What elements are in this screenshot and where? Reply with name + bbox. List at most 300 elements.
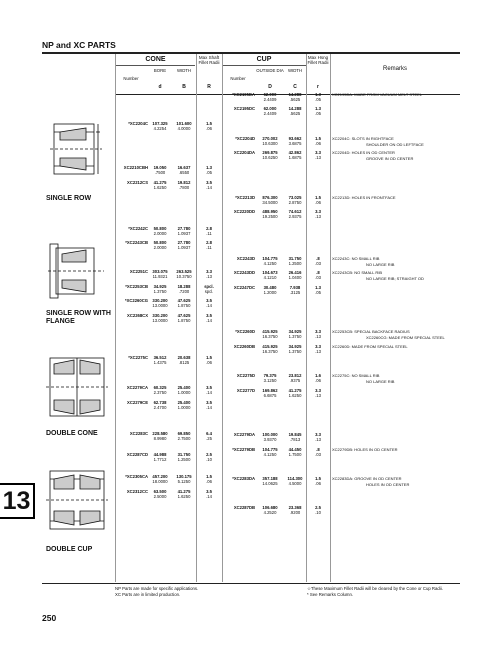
cone-bore (148, 269, 172, 279)
cone-fillet-radius (198, 313, 220, 323)
remarks-cell (332, 476, 460, 488)
cone-width (172, 431, 196, 441)
cone-fillet-radius-line: .06 (206, 479, 212, 485)
single-row-flange-bearing-icon (46, 240, 108, 302)
remark-line: XC2260CG: MADE FROM SPECIAL STEEL (366, 335, 445, 340)
unit-r: r (317, 84, 319, 90)
cup-outside-dia-line: 16.3750 (262, 334, 278, 340)
cup-part-number: XC2275D (236, 373, 255, 378)
cone-width-line: 1.0000 (177, 405, 191, 411)
cup-outside-dia-line: 1.2000 (263, 290, 277, 296)
cup-outside-dia-line: 6.6875 (263, 393, 277, 399)
cup-outside-dia-line: 10.6250 (262, 155, 278, 161)
cup-fillet-radius (307, 476, 329, 486)
cup-part-number: *XC2204D (235, 136, 255, 141)
cup-width-line: 34.925 (288, 344, 302, 349)
cone-bore-line: 228.580 (152, 431, 168, 436)
cup-width-line: 1.6250 (288, 393, 302, 399)
cup-width-header: WIDTH (287, 68, 303, 73)
remark-line: NO LARGE RIB (366, 379, 395, 384)
remark-line: XC2243CB: NO SMALL RIB (332, 270, 383, 275)
cone-bore-line: 2.4700 (153, 405, 167, 411)
cup-outside-dia-line: 415.925 (262, 344, 278, 349)
cup-width-line: 7.938 (289, 285, 301, 290)
cone-width (172, 452, 196, 462)
cup-width-line: 41.275 (288, 388, 302, 393)
cup-outside-dia-line: 4.1210 (263, 275, 277, 281)
cup-fillet-radius (307, 209, 329, 219)
cup-outside-dia-line: 62.000 (263, 106, 277, 111)
cone-width (172, 121, 196, 131)
single-row-bearing-icon (46, 118, 108, 180)
unit-B: B (182, 84, 186, 90)
cup-width-line: 1.3750 (288, 349, 302, 355)
cup-fillet-radius-line: .13 (315, 214, 321, 220)
cup-width-line: 42.862 (288, 150, 302, 155)
cone-width (172, 400, 196, 410)
cup-width-line: 3.6875 (288, 141, 302, 147)
cup-fillet-radius-line: .06 (315, 481, 321, 487)
col-sep (306, 54, 307, 582)
cone-bore (148, 240, 172, 250)
cone-width-line: 16.637 (177, 165, 191, 170)
cone-fillet-radius-line: .06 (206, 360, 212, 366)
cup-outside-dia-line: 415.925 (262, 329, 278, 334)
cup-outside-dia (256, 256, 284, 266)
cup-outside-dia (256, 285, 284, 295)
cone-part-number: XC2251C (129, 269, 148, 274)
cone-width-line: 27.780 (177, 226, 191, 231)
cup-fillet-radius-line: .13 (315, 349, 321, 355)
cup-fillet-radius-line: 3.3 (315, 329, 321, 334)
cup-outside-dia (256, 92, 284, 102)
cone-fillet-radius (198, 298, 220, 308)
cone-bore-line: 330.200 (152, 313, 168, 318)
remark-line: XC2213D: HOLES IN FRONTFACE (332, 195, 396, 200)
cone-bore-line: 1.3750 (153, 289, 167, 295)
cup-width-line: 74.612 (288, 209, 302, 214)
cone-fillet-radius-line: .14 (206, 405, 212, 411)
cup-number-header: Number (230, 76, 246, 81)
cone-number-header: Number (123, 76, 139, 81)
cup-width-line: 1.3750 (288, 334, 302, 340)
cone-fillet-radius-line: .14 (206, 185, 212, 191)
cup-fillet-radius-line: .13 (315, 437, 321, 443)
cone-fillet-radius (198, 284, 220, 294)
cup-width (284, 256, 306, 266)
cup-width-line: .9375 (289, 378, 301, 384)
cup-fillet-radius (307, 106, 329, 116)
cone-bore (148, 355, 172, 365)
cup-width-line: .5625 (289, 97, 301, 103)
cup-width (284, 285, 306, 295)
cup-outside-dia-line: 30.480 (263, 285, 277, 290)
cone-width (172, 226, 196, 236)
cup-fillet-radius (307, 432, 329, 442)
caption-single-row-flange: SINGLE ROW WITH FLANGE (46, 310, 111, 325)
cone-fillet-radius (198, 121, 220, 131)
cup-fillet-radius-line: .06 (315, 378, 321, 384)
cone-width (172, 489, 196, 499)
cup-part-number: XC2195DC (233, 106, 255, 111)
cup-width (284, 388, 306, 398)
cup-part-number: XC2279DA (233, 432, 255, 437)
remarks-cell (332, 136, 460, 148)
cup-part-number: XC2287DB (233, 505, 255, 510)
cone-bore-line: 13.0000 (152, 318, 168, 324)
cone-bore-line: 2.0000 (153, 231, 167, 237)
cup-outside-dia-line: 104.673 (262, 270, 278, 275)
cup-outside-dia-line: 488.950 (262, 209, 278, 214)
cone-bore-line: 1.4375 (153, 360, 167, 366)
bottom-rule (42, 583, 460, 584)
cone-bore-line: 2.3750 (153, 390, 167, 396)
unit-R: R (207, 84, 211, 90)
cone-bore-line: 13.0000 (152, 303, 168, 309)
cup-part-number: XC2260DB (233, 344, 255, 349)
cup-width-line: 2.8750 (288, 200, 302, 206)
cup-outside-dia (256, 106, 284, 116)
cone-fillet-radius-line: 3.5 (206, 400, 212, 405)
cup-outside-dia (256, 344, 284, 354)
col-sep (196, 54, 197, 582)
cone-bore (148, 313, 172, 323)
cone-width-line: .6550 (178, 170, 190, 176)
cup-fillet-radius (307, 447, 329, 457)
cup-width (284, 344, 306, 354)
cup-fillet-radius-line: 3.3 (315, 432, 321, 437)
cone-fillet-radius-line: .14 (206, 390, 212, 396)
cone-part-number: XC2212CS (127, 180, 148, 185)
cup-part-number: *XC2283DA (232, 476, 255, 481)
cup-width-line: 114.300 (287, 476, 303, 481)
unit-C: C (293, 84, 297, 90)
unit-d: d (158, 84, 162, 90)
cone-bore-line: 11.9321 (152, 274, 168, 280)
cup-width-line: .9200 (289, 510, 301, 516)
cone-part-number: *XC2243CB (125, 240, 148, 245)
cone-fillet-radius-line: .14 (206, 318, 212, 324)
cup-fillet-radius-line: .05 (315, 290, 321, 296)
cup-part-number: XC2220DD (233, 209, 255, 214)
cone-part-number: *XC2253CB (125, 284, 148, 289)
cone-width-line: 1.8750 (177, 318, 191, 324)
cup-width-line: 44.450 (288, 447, 302, 452)
remark-line: XC2195DA: MADE FROM VACUUM MELT STEEL (332, 92, 423, 97)
cup-outside-dia-line: 10.6300 (262, 141, 278, 147)
cone-width-line: 130.175 (176, 474, 192, 479)
cone-bore-line: 330.200 (152, 298, 168, 303)
cone-fillet-radius (198, 489, 220, 499)
cup-fillet-radius (307, 285, 329, 295)
cone-bore-line: 41.275 (153, 180, 167, 185)
cone-bore-line: 2.5000 (153, 494, 167, 500)
cone-width-line: 1.6250 (177, 494, 191, 500)
remark-line: XC2204C: SLOTS IN RIGHTFACE (332, 136, 394, 141)
remark-line: XC2243C: NO SMALL RIB (332, 256, 380, 261)
cup-width-line: 34.925 (288, 329, 302, 334)
caption-double-cup: DOUBLE CUP (46, 546, 93, 553)
cone-bore (148, 431, 172, 441)
cup-outside-dia-line: 19.2500 (262, 214, 278, 220)
cup-max-radii-header: Max Hsng Fillet Radii (307, 55, 329, 65)
cone-fillet-radius-line: .14 (206, 303, 212, 309)
cone-bore (148, 452, 172, 462)
remarks-cell (332, 344, 460, 350)
cup-outside-dia-line: 3.9370 (263, 437, 277, 443)
cup-width-line: .5625 (289, 111, 301, 117)
cup-width (284, 329, 306, 339)
cup-outside-dia (256, 209, 284, 219)
cone-header: CONE (145, 56, 166, 63)
cone-part-number: XC2312CC (126, 489, 148, 494)
col-sep (222, 54, 223, 582)
cup-outside-dia (256, 476, 284, 486)
col-sep (330, 54, 331, 582)
double-cone-bearing-icon (44, 352, 110, 422)
cone-bore-line: 34.925 (153, 284, 167, 289)
remark-line: XC2260D: MADE FROM SPECIAL STEEL (332, 344, 408, 349)
cup-outside-dia-line: 357.188 (262, 476, 278, 481)
cone-width-line: 19.812 (177, 180, 191, 185)
cone-width (172, 355, 196, 365)
cone-fillet-radius (198, 269, 220, 279)
cone-fillet-radius-line: 3.5 (206, 313, 212, 318)
cone-bore-line: 1.6250 (153, 185, 167, 191)
cup-outside-dia-line: 14.0625 (262, 481, 278, 487)
cone-fillet-radius-line: 6.4 (206, 431, 212, 436)
cone-part-number: *XC2204C (128, 121, 148, 126)
cone-width-line: 31.750 (177, 452, 191, 457)
cup-outside-dia (256, 270, 284, 280)
cone-width-line: 1.0937 (177, 245, 191, 251)
cup-outside-dia-line: 4.2520 (263, 510, 277, 516)
cup-fillet-radius-line: 1.5 (315, 195, 321, 200)
cone-width (172, 474, 196, 484)
cup-width-line: 1.2500 (288, 261, 302, 267)
cup-outside-dia-line: 4.1250 (263, 261, 277, 267)
cone-width-line: 41.275 (177, 489, 191, 494)
remarks-cell (332, 329, 460, 341)
cone-part-number: XC2268CX (127, 313, 148, 318)
cone-fillet-radius-line: .10 (206, 457, 212, 463)
page-number: 250 (42, 613, 57, 623)
cup-outside-dia-line: 169.862 (262, 388, 278, 393)
remarks-cell (332, 92, 460, 98)
cone-part-number: *XC2305CA (125, 474, 148, 479)
cone-fillet-radius (198, 400, 220, 410)
cone-bore-line: 2.0000 (153, 245, 167, 251)
cup-fillet-radius-line: 3.3 (315, 344, 321, 349)
cone-bore (148, 385, 172, 395)
cone-fillet-radius (198, 452, 220, 462)
cup-header: CUP (256, 56, 272, 63)
top-rule (42, 52, 460, 54)
cup-fillet-radius (307, 136, 329, 146)
cup-fillet-radius (307, 256, 329, 266)
cone-fillet-radius (198, 355, 220, 365)
cone-underline (115, 65, 195, 66)
cone-fillet-radius-line: 1.5 (206, 474, 212, 479)
cup-width (284, 92, 306, 102)
cup-fillet-radius-line: .05 (315, 97, 321, 103)
cup-fillet-radius-line: 1.5 (315, 136, 321, 141)
cone-width-line: 5.1250 (177, 479, 191, 485)
remarks-cell (332, 447, 460, 453)
cup-outside-dia-line: 100.000 (262, 432, 278, 437)
outside-dia-header: OUTSIDE DIA (256, 68, 284, 73)
remark-line: XC2279DB: HOLES IN OD CENTER (332, 447, 398, 452)
cup-part-number: XC2247DC (233, 285, 255, 290)
cup-fillet-radius-line: .8 (316, 256, 320, 261)
cone-fillet-radius-line: 2.5 (206, 452, 212, 457)
cup-outside-dia (256, 329, 284, 339)
cup-width-line: 26.416 (288, 270, 302, 275)
cup-outside-dia-line: 3.1250 (263, 378, 277, 384)
cup-width (284, 150, 306, 160)
cup-fillet-radius-line: .06 (315, 141, 321, 147)
cup-outside-dia (256, 195, 284, 205)
cone-bore-line: 303.075 (152, 269, 168, 274)
cone-bore (148, 180, 172, 190)
cup-outside-dia-line: 104.775 (262, 447, 278, 452)
cup-outside-dia-line: 2.4409 (263, 111, 277, 117)
cone-bore (148, 165, 172, 175)
cup-width (284, 195, 306, 205)
remark-line: XC2283DA: GROOVE IN OD CENTER (332, 476, 402, 481)
cone-bore-line: 50.800 (153, 240, 167, 245)
cup-fillet-radius-line: .03 (315, 275, 321, 281)
cone-bore-line: 60.325 (153, 385, 167, 390)
cone-width-line: 101.600 (176, 121, 192, 126)
cone-fillet-radius-line: 3.5 (206, 385, 212, 390)
cone-bore (148, 284, 172, 294)
cup-fillet-radius-line: .8 (316, 447, 320, 452)
cup-width (284, 106, 306, 116)
cup-width-line: 1.6875 (288, 155, 302, 161)
cup-fillet-radius (307, 92, 329, 102)
remark-line: SHOULDER ON OD LEFTFACE (366, 142, 424, 147)
cone-bore-line: 457.200 (152, 474, 168, 479)
cup-fillet-radius-line: 1.3 (315, 285, 321, 290)
cup-underline (222, 65, 306, 66)
cone-bore-line: 44.988 (153, 452, 167, 457)
cup-part-number: XC2204DA (233, 150, 255, 155)
cone-bore-line: 36.512 (153, 355, 167, 360)
cone-width-line: 47.625 (177, 313, 191, 318)
cone-bore-line: .7500 (154, 170, 166, 176)
cone-width (172, 165, 196, 175)
cup-width-line: 23.368 (288, 505, 302, 510)
cone-bore-line: 4.2254 (153, 126, 167, 132)
cup-fillet-radius-line: .10 (315, 510, 321, 516)
cup-fillet-radius-line: .05 (315, 111, 321, 117)
remarks-cell (332, 373, 460, 385)
cup-outside-dia-line: 104.775 (262, 256, 278, 261)
cup-width-line: 1.0400 (288, 275, 302, 281)
cone-width-header: WIDTH (176, 68, 192, 73)
cone-width-line: .7200 (178, 289, 190, 295)
remark-line: XC2253CB: SPECIAL BACKFACE RADIUS (332, 329, 410, 334)
cone-width (172, 269, 196, 279)
cone-fillet-radius-line: spcl. (204, 289, 214, 295)
cup-width-line: 4.5000 (288, 481, 302, 487)
cone-fillet-radius-line: 3.5 (206, 298, 212, 303)
cone-fillet-radius-line: .06 (206, 126, 212, 132)
cone-part-number: *XC2242C (128, 226, 148, 231)
cup-fillet-radius (307, 388, 329, 398)
cup-fillet-radius-line: 3.3 (315, 150, 321, 155)
cone-width-line: 20.638 (177, 355, 191, 360)
remark-line: GROOVE IN OD CENTER (366, 156, 414, 161)
cone-bore-line: 18.0000 (152, 479, 168, 485)
footnote-remarks: * See Remarks Column. (307, 592, 354, 597)
cone-width-line: 18.288 (177, 284, 191, 289)
cup-fillet-radius-line: 1.6 (315, 373, 321, 378)
cup-outside-dia-line: 79.375 (263, 373, 277, 378)
cup-part-number: XC2243DD (233, 270, 255, 275)
cone-fillet-radius (198, 474, 220, 484)
cup-outside-dia-line: 2.4409 (263, 97, 277, 103)
cone-bore-line: 19.050 (153, 165, 167, 170)
cup-part-number: *XC2213D (235, 195, 255, 200)
cup-outside-dia-line: 269.875 (262, 150, 278, 155)
cup-outside-dia-line: 106.680 (262, 505, 278, 510)
cup-outside-dia (256, 388, 284, 398)
cup-width-line: 23.812 (288, 373, 302, 378)
cone-bore-line: 62.738 (153, 400, 167, 405)
cup-outside-dia-line: 16.3750 (262, 349, 278, 355)
cup-fillet-radius-line: 3.3 (315, 388, 321, 393)
cone-bore (148, 400, 172, 410)
cone-fillet-radius (198, 240, 220, 250)
cup-width-line: 1.7500 (288, 452, 302, 458)
cone-fillet-radius (198, 431, 220, 441)
cone-fillet-radius-line: .25 (206, 436, 212, 442)
caption-single-row: SINGLE ROW (46, 195, 92, 202)
cone-bore (148, 489, 172, 499)
cup-fillet-radius-line: .13 (315, 334, 321, 340)
cone-part-number: XC2287CD (126, 452, 148, 457)
cup-fillet-radius-line: 1.3 (315, 106, 321, 111)
cup-outside-dia-line: 34.5000 (262, 200, 278, 206)
section-tab: 13 (0, 483, 35, 519)
cone-fillet-radius-line: 3.3 (206, 269, 212, 274)
cup-width-line: 73.025 (288, 195, 302, 200)
cone-width-line: 1.0000 (177, 390, 191, 396)
cone-width-line: 1.8750 (177, 303, 191, 309)
cone-bore-line: 8.9980 (153, 436, 167, 442)
cup-outside-dia-line: 876.300 (262, 195, 278, 200)
cone-part-number: *XC2275C (128, 355, 148, 360)
cup-fillet-radius-line: .13 (315, 393, 321, 399)
cone-width-line: 2.7500 (177, 436, 191, 442)
cone-bore-line: 107.325 (152, 121, 168, 126)
remarks-cell (332, 256, 460, 268)
remarks-header: Remarks (382, 66, 407, 72)
cone-bore-line: 1.7712 (153, 457, 167, 463)
cone-fillet-radius-line: .05 (206, 170, 212, 176)
cone-width-line: 1.0937 (177, 231, 191, 237)
cone-fillet-radius (198, 385, 220, 395)
cup-width (284, 373, 306, 383)
cup-fillet-radius (307, 373, 329, 383)
cone-fillet-radius-line: 3.5 (206, 489, 212, 494)
cone-width (172, 385, 196, 395)
cone-width-line: 25.400 (177, 400, 191, 405)
cone-width-line: 10.3750 (176, 274, 192, 280)
cup-width (284, 136, 306, 146)
